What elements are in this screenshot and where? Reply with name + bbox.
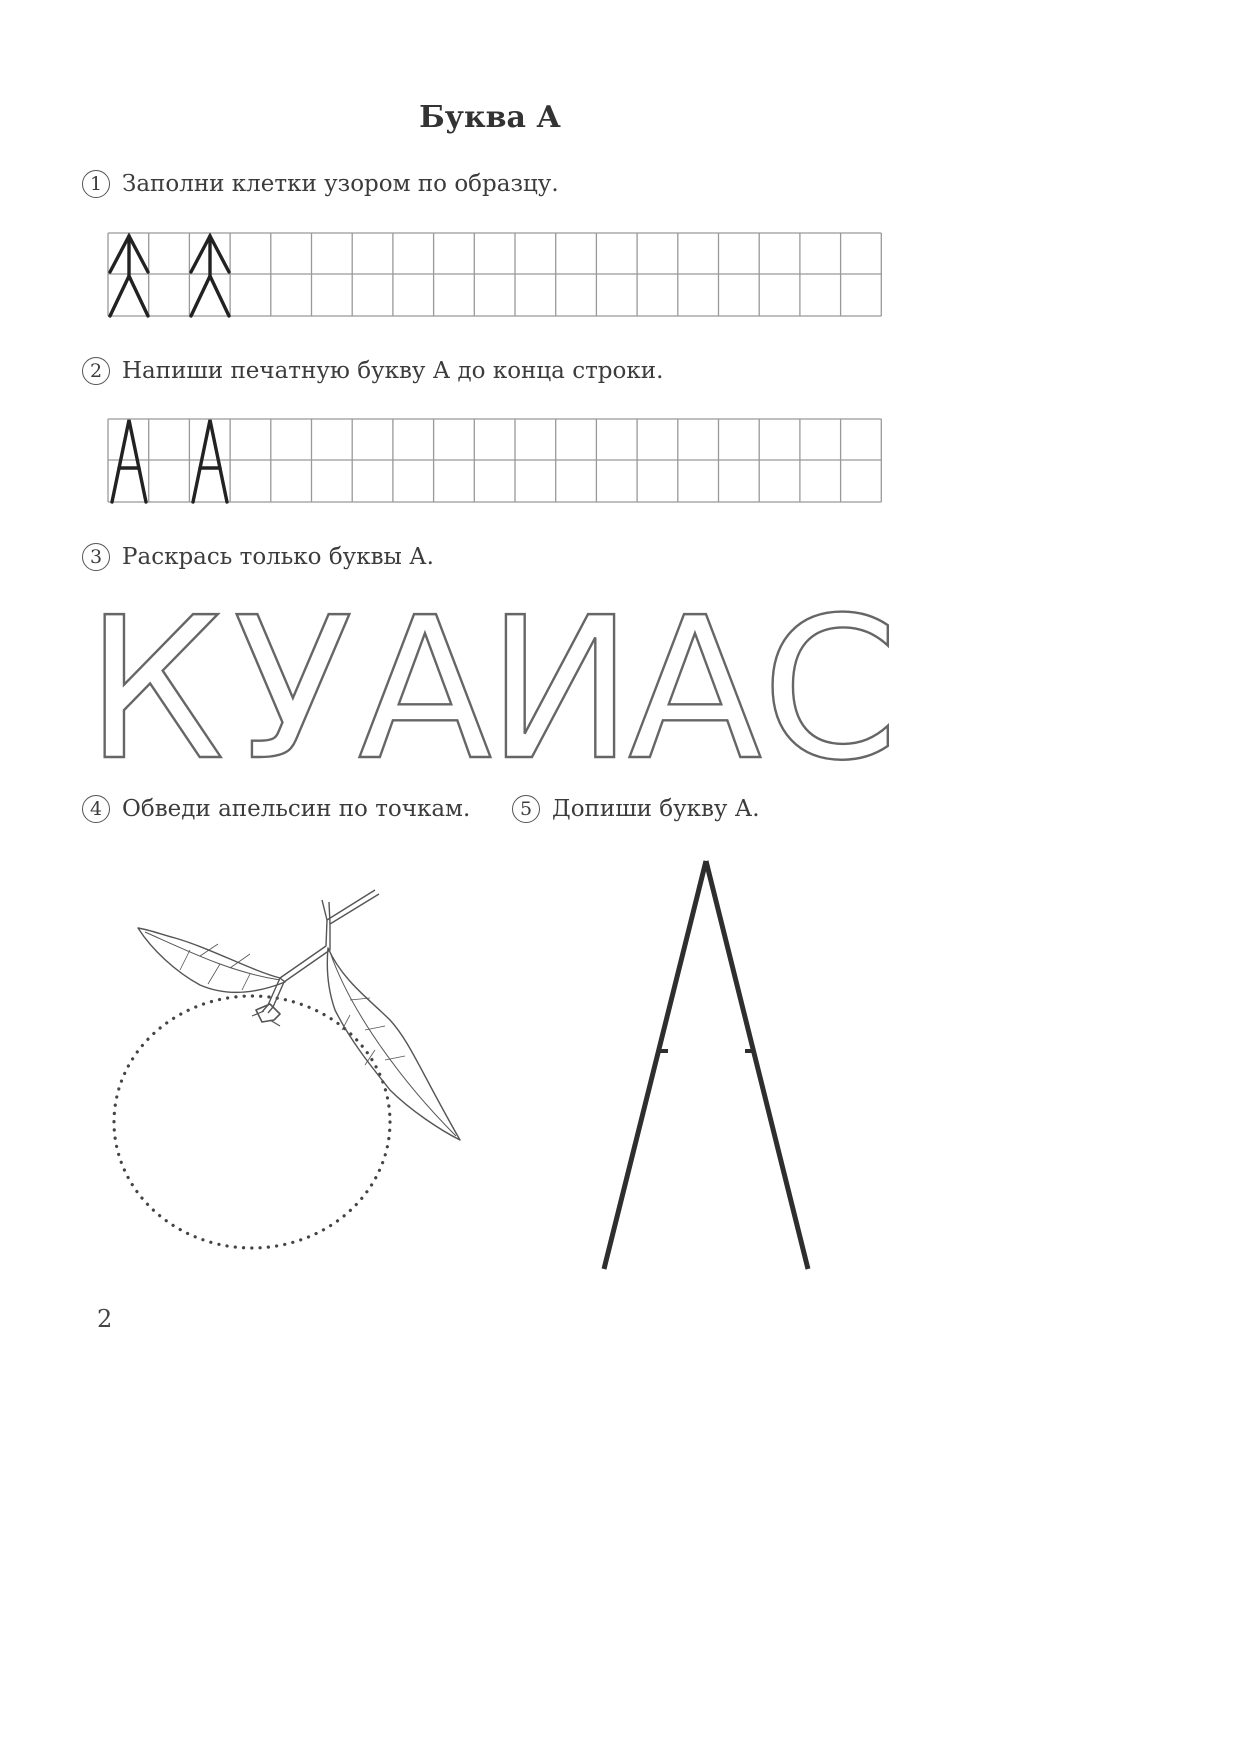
letter-s-outline[interactable]: С: [761, 576, 899, 804]
task-5: [512, 795, 760, 823]
letter-a-sample: [112, 420, 227, 502]
page-title: Буква А: [419, 100, 561, 135]
task-text: Напиши печатную букву А до конца строки.: [122, 358, 664, 384]
arrow-pattern-sample: [110, 236, 229, 316]
task-number: 1: [82, 170, 110, 198]
task-number: 5: [512, 795, 540, 823]
task-4: [82, 795, 470, 823]
task-1: [82, 170, 559, 198]
task-number: 3: [82, 543, 110, 571]
letter-a-right-stroke: [706, 861, 808, 1269]
task-text: Раскрась только буквы А.: [122, 544, 434, 570]
letter-i-outline[interactable]: И: [486, 576, 634, 804]
task-text: Заполни клетки узором по образцу.: [122, 171, 559, 197]
task-2: [82, 357, 663, 385]
task-number: 2: [82, 357, 110, 385]
letter-a-left-stroke: [604, 861, 706, 1269]
coloring-letters: [85, 576, 900, 804]
task-text: Обведи апельсин по точкам.: [122, 796, 471, 822]
task-3: [82, 543, 434, 571]
task-text: Допиши букву А.: [552, 796, 760, 822]
letter-k-outline[interactable]: К: [85, 576, 225, 804]
letter-u-outline[interactable]: У: [233, 576, 353, 804]
pattern-grid[interactable]: [108, 232, 890, 318]
letter-a-outline[interactable]: А: [627, 576, 763, 804]
letter-a-outline[interactable]: А: [357, 576, 493, 804]
partial-letter-a[interactable]: [590, 855, 840, 1275]
page-number: 2: [97, 1305, 113, 1333]
task-number: 4: [82, 795, 110, 823]
orange-illustration: [80, 880, 480, 1260]
letter-writing-grid[interactable]: [108, 418, 890, 504]
